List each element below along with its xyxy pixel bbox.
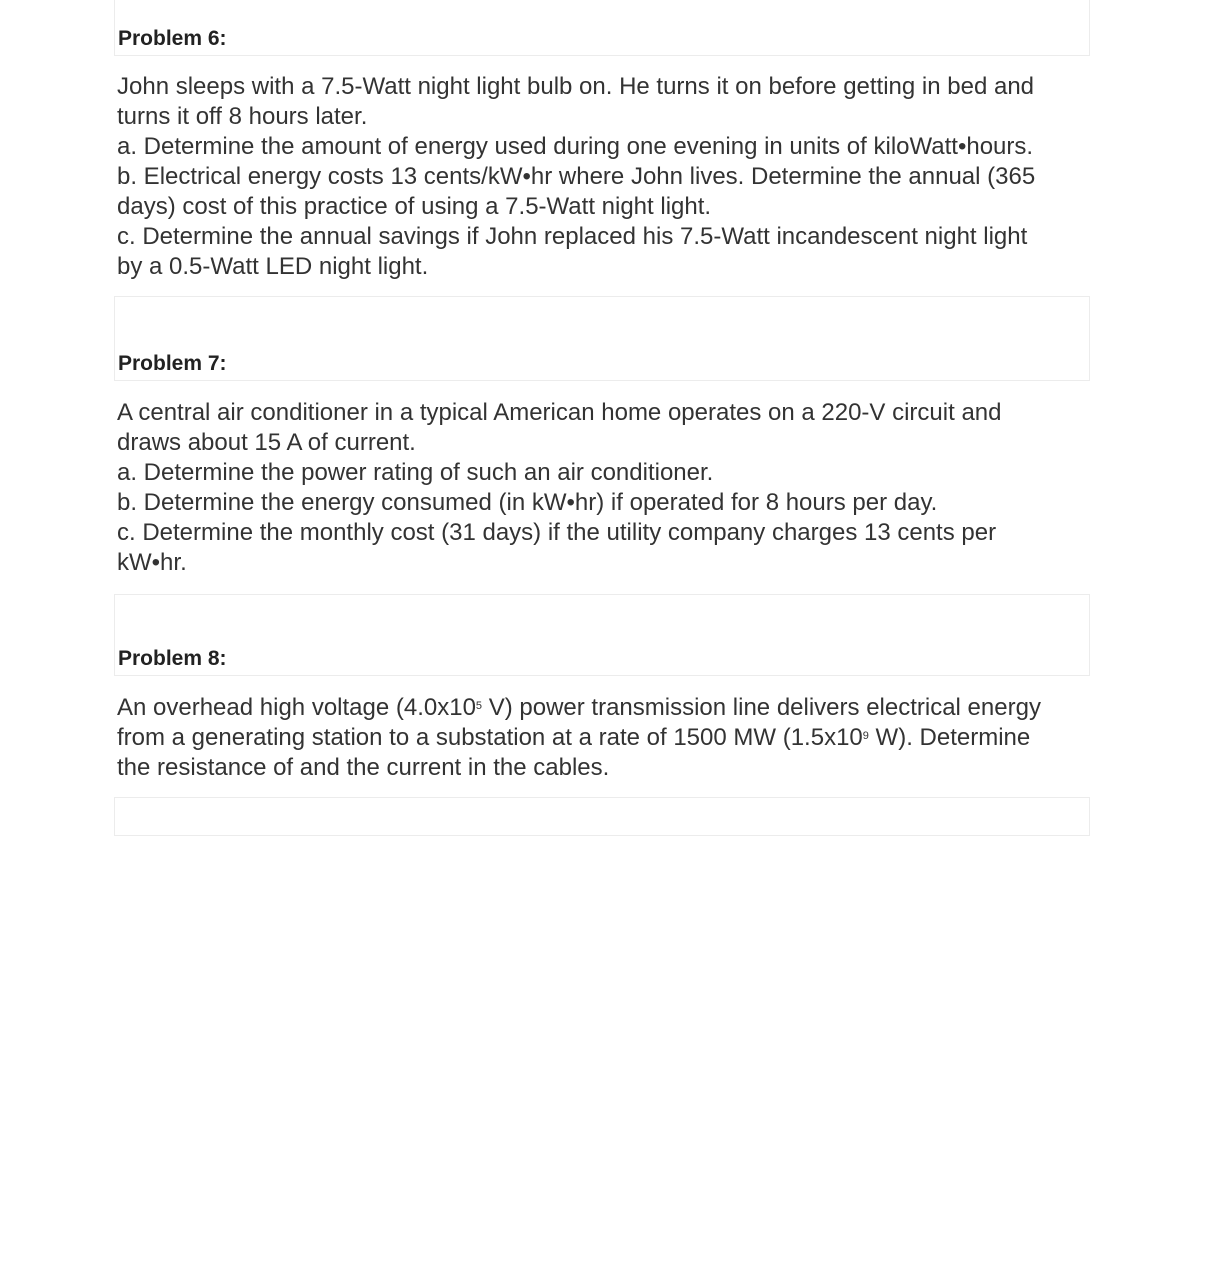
- problem-7-line: A central air conditioner in a typical American home operates on a 220-V circuit and: [117, 399, 1002, 426]
- problem-6-header-box: [114, 0, 1090, 56]
- problem-8-text: [117, 693, 1092, 783]
- problem-6-text: [117, 72, 1092, 282]
- problem-6-part-b: b. Electrical energy costs 13 cents/kW•hr where John lives. Determine the annual (365: [117, 163, 1036, 190]
- problem-6-part-c: c. Determine the annual savings if John replaced his 7.5-Watt incandescent night light: [117, 223, 1028, 250]
- problem-7-header-box: [114, 296, 1090, 381]
- problem-8-line1-before: An overhead high voltage (4.0x10: [117, 694, 476, 721]
- problem-6-line: days) cost of this practice of using a 7.5-Watt night light.: [117, 193, 712, 220]
- problem-8-line: the resistance of and the current in the cables.: [117, 754, 610, 781]
- problem-7-line: draws about 15 A of current.: [117, 429, 416, 456]
- problem-8-line2-after: W). Determine: [868, 724, 1031, 751]
- exponent-9: 9: [862, 730, 869, 742]
- problem-7-part-b: b. Determine the energy consumed (in kW•hr) if operated for 8 hours per day.: [117, 489, 938, 516]
- problem-8-line: [117, 723, 1092, 753]
- problem-8-title: Problem 8:: [118, 647, 227, 670]
- problem-7-part-c: c. Determine the monthly cost (31 days) if the utility company charges 13 cents per: [117, 519, 997, 546]
- problem-6-line: turns it off 8 hours later.: [117, 103, 368, 130]
- problem-8-line1-after: V) power transmission line delivers electrical energy: [482, 694, 1041, 721]
- problem-6-title: Problem 6:: [118, 27, 227, 50]
- answer-box: [114, 797, 1090, 836]
- problem-6-part-a: a. Determine the amount of energy used during one evening in units of kiloWatt•hours.: [117, 133, 1034, 160]
- problem-7-line: kW•hr.: [117, 549, 187, 576]
- problem-8-line: [117, 693, 1092, 723]
- problem-6-line: by a 0.5-Watt LED night light.: [117, 253, 429, 280]
- problem-7-title: Problem 7:: [118, 352, 227, 375]
- problem-6-line: John sleeps with a 7.5-Watt night light bulb on. He turns it on before getting in bed and: [117, 73, 1035, 100]
- problem-8-line2-before: from a generating station to a substation at a rate of 1500 MW (1.5x10: [117, 724, 863, 751]
- exponent-5: 5: [475, 700, 483, 712]
- problem-7-part-a: a. Determine the power rating of such an air conditioner.: [117, 459, 714, 486]
- problem-8-header-box: [114, 594, 1090, 676]
- problem-7-text: [117, 398, 1092, 578]
